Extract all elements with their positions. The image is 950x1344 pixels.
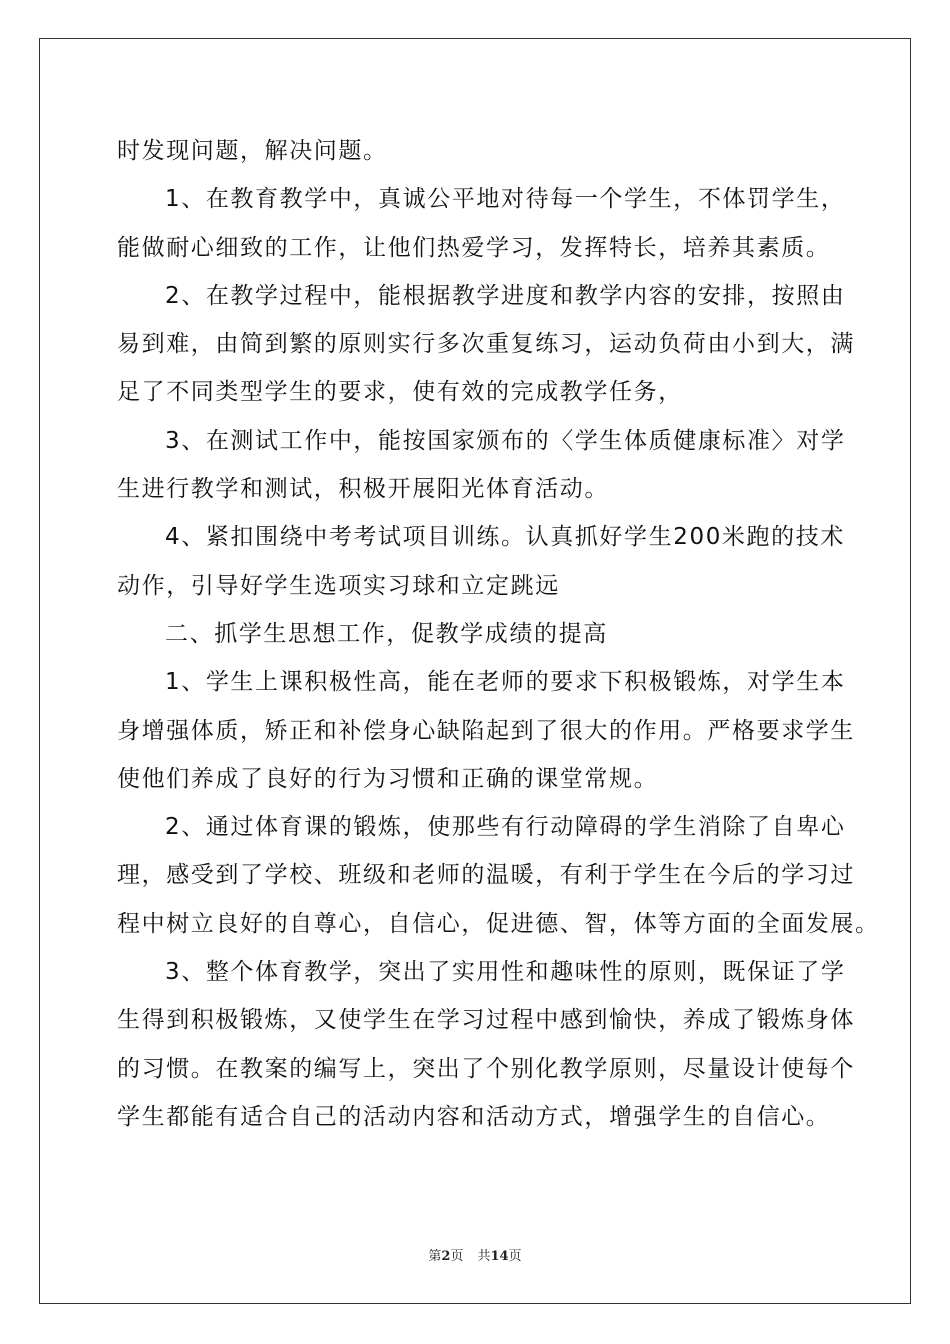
- text-line: 理，感受到了学校、班级和老师的温暖，有利于学生在今后的学习过: [117, 862, 855, 889]
- text-line: 1、学生上课积极性高，能在老师的要求下积极锻炼，对学生本: [165, 669, 846, 696]
- page-label-prefix: 第: [428, 1249, 442, 1264]
- text-line: 2、在教学过程中，能根据教学进度和教学内容的安排，按照由: [165, 282, 846, 309]
- text-line: 学生都能有适合自己的活动内容和活动方式，增强学生的自信心。: [117, 1103, 831, 1130]
- document-body: [117, 127, 880, 1141]
- total-label-prefix: 共: [477, 1249, 491, 1264]
- text-line: 生进行教学和测试，积极开展阳光体育活动。: [117, 476, 609, 503]
- text-line: 程中树立良好的自尊心，自信心，促进德、智，体等方面的全面发展。: [117, 910, 880, 937]
- text-line: 动作，引导好学生选项实习球和立定跳远: [117, 572, 560, 599]
- text-line: 3、整个体育教学，突出了实用性和趣味性的原则，既保证了学: [165, 959, 846, 986]
- text-line: 2、通过体育课的锻炼，使那些有行动障碍的学生消除了自卑心: [165, 814, 846, 841]
- total-label-suffix: 页: [508, 1249, 522, 1264]
- text-line: 3、在测试工作中，能按国家颁布的〈学生体质健康标准〉对学: [165, 427, 846, 454]
- text-line: 1、在教育教学中，真诚公平地对待每一个学生，不体罚学生，: [165, 186, 846, 213]
- text-line: 时发现问题，解决问题。: [117, 138, 388, 164]
- text-line: 足了不同类型学生的要求，使有效的完成教学任务，: [117, 379, 683, 406]
- total-pages: 14: [490, 1249, 509, 1264]
- text-line: 生得到积极锻炼，又使学生在学习过程中感到愉快，养成了锻炼身体: [117, 1007, 855, 1034]
- page-number: 2: [441, 1249, 451, 1264]
- text-line: 的习惯。在教案的编写上，突出了个别化教学原则，尽量设计使每个: [117, 1055, 855, 1082]
- text-line: 4、紧扣围绕中考考试项目训练。认真抓好学生200米跑的技术: [165, 524, 845, 551]
- text-line: 身增强体质，矫正和补偿身心缺陷起到了很大的作用。严格要求学生: [117, 717, 855, 744]
- text-line: 能做耐心细致的工作，让他们热爱学习，发挥特长，培养其素质。: [117, 234, 831, 261]
- text-line: 易到难，由简到繁的原则实行多次重复练习，运动负荷由小到大，满: [117, 331, 855, 358]
- text-line: 二、抓学生思想工作，促教学成绩的提高: [165, 620, 608, 647]
- page-label-suffix: 页: [450, 1249, 464, 1264]
- page-footer: [0, 1245, 950, 1264]
- text-line: 使他们养成了良好的行为习惯和正确的课堂常规。: [117, 765, 659, 792]
